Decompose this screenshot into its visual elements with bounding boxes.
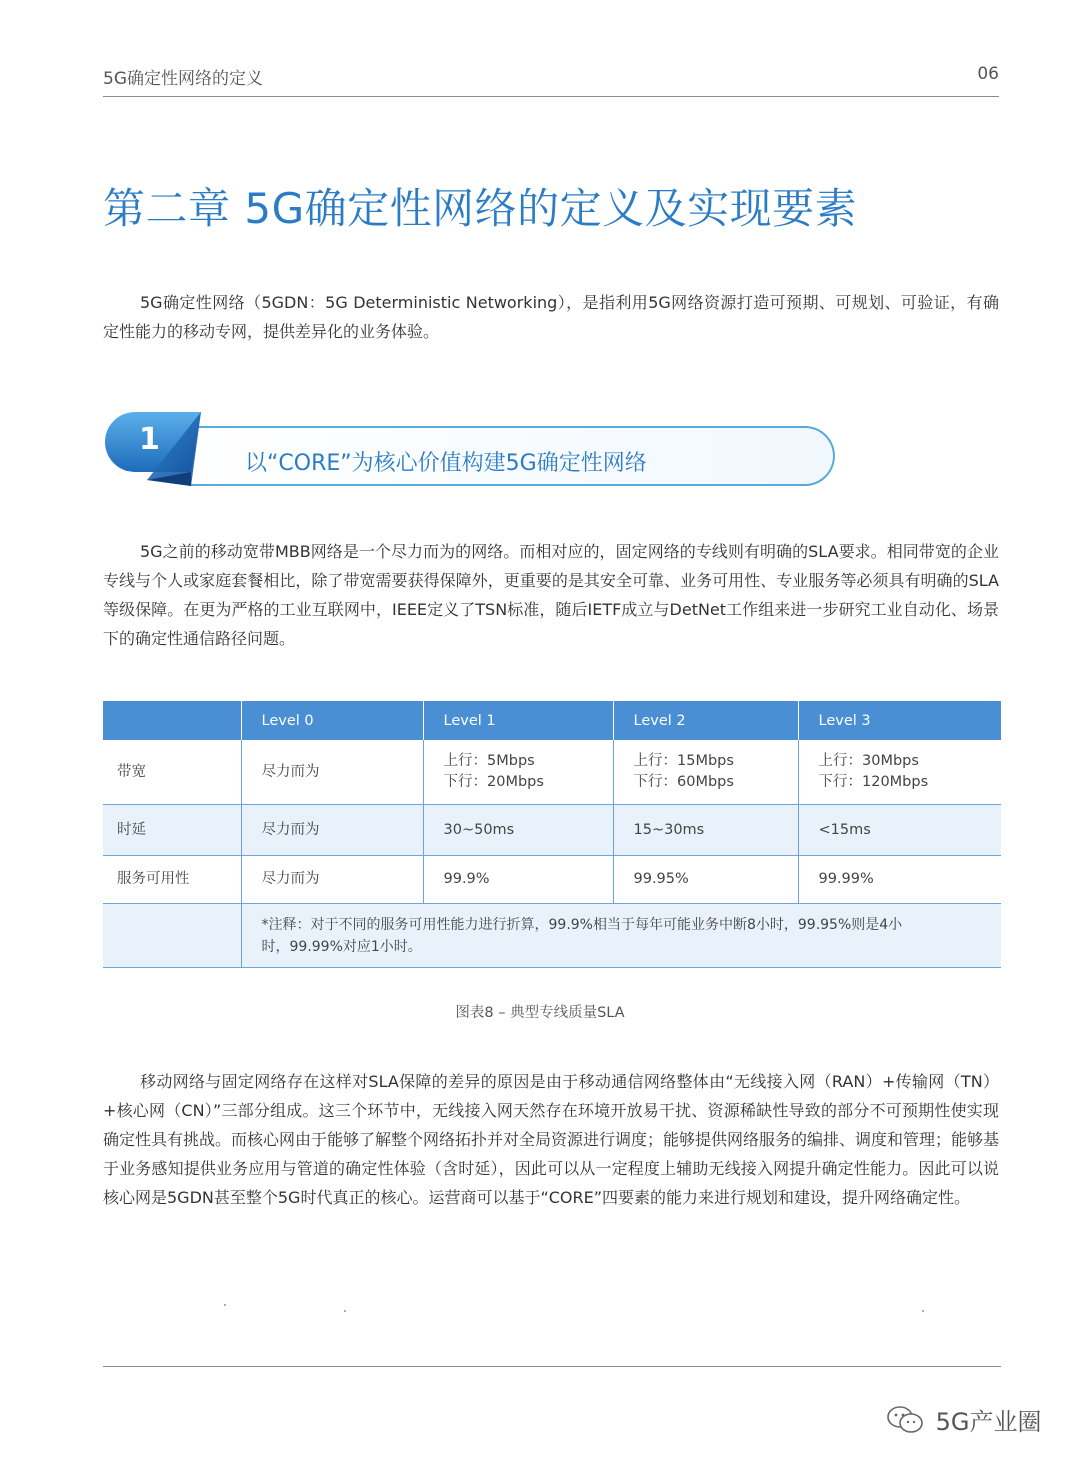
download-value: 下行：20Mbps [443,774,544,790]
table-header-cell [103,701,241,740]
table-cell: 尽力而为 [241,740,423,805]
chapter-title: 第二章 5G确定性网络的定义及实现要素 [103,184,858,233]
section-title: 以“CORE”为核心价值构建5G确定性网络 [245,451,647,476]
table-note: *注释：对于不同的服务可用性能力进行折算，99.9%相当于每年可能业务中断8小时，99.95%则是4小时，99.99%对应1小时。 [241,904,1001,968]
table-row [103,856,1001,904]
table-header-row [103,701,1001,740]
watermark-text: 5G产业圈 [935,1408,1042,1436]
table-cell: 99.9% [423,856,613,904]
table-header-cell: Level 1 [423,701,613,740]
table-cell [613,740,798,805]
table-row [103,740,1001,805]
table-cell: <15ms [798,805,1001,856]
table-cell [103,904,241,968]
table-row [103,805,1001,856]
row-label: 带宽 [103,740,241,805]
section-banner [103,410,743,492]
speck [344,1310,346,1312]
download-value: 下行：120Mbps [818,774,929,790]
table-header-cell: Level 3 [798,701,1001,740]
table-cell: 15~30ms [613,805,798,856]
table-cell: 尽力而为 [241,856,423,904]
table-cell [798,740,1001,805]
page-header [103,62,999,97]
upload-value: 上行：15Mbps [633,753,734,769]
table-cell: 30~50ms [423,805,613,856]
table-note-row [103,904,1001,968]
download-value: 下行：60Mbps [633,774,734,790]
upload-value: 上行：5Mbps [443,753,535,769]
figure-caption: 图表8 – 典型专线质量SLA [455,1005,625,1021]
body-paragraph: 5G之前的移动宽带MBB网络是一个尽力而为的网络。而相对应的，固定网络的专线则有明确的SLA要求。相同带宽的企业专线与个人或家庭套餐相比，除了带宽需要获得保障外，更重要的是其安全可靠、业务可用性、专业服务等必须具有明确的SLA等级保障。在更为严格的工业互联网中，IEEE定义了TSN标准，随后IETF成立与DetNet工作组来进一步研究工业自动化、场景下的确定性通信路径问题。 [103,542,999,648]
body-paragraph: 移动网络与固定网络存在这样对SLA保障的差异的原因是由于移动通信网络整体由“无线接入网（RAN）+传输网（TN）+核心网（CN）”三部分组成。这三个环节中，无线接入网天然存在环境开放易干扰、资源稀缺性导致的部分不可预期性使实现确定性具有挑战。而核心网由于能够了解整个网络拓扑并对全局资源进行调度；能够提供网络服务的编排、调度和管理；能够基于业务感知提供业务应用与管道的确定性体验（含时延），因此可以从一定程度上辅助无线接入网提升确定性能力。因此可以说核心网是5GDN甚至整个5G时代真正的核心。运营商可以基于“CORE”四要素的能力来进行规划和建设，提升网络确定性。 [103,1072,1000,1207]
table-cell: 99.99% [798,856,1001,904]
page-number: 06 [977,64,999,84]
section-number: 1 [139,422,160,457]
table-cell [423,740,613,805]
row-label: 服务可用性 [103,856,241,904]
table-header-cell: Level 2 [613,701,798,740]
footer-divider [103,1366,1001,1367]
speck [922,1310,924,1312]
intro-paragraph: 5G确定性网络（5GDN：5G Deterministic Networking），是指利用5G网络资源打造可预期、可规划、可验证，有确定性能力的移动专网，提供差异化的业务体验。 [103,293,999,341]
watermark [886,1402,1042,1436]
upload-value: 上行：30Mbps [818,753,919,769]
table-cell: 99.95% [613,856,798,904]
table-header-cell: Level 0 [241,701,423,740]
speck [224,1304,226,1306]
wechat-icon [886,1405,924,1435]
header-title: 5G确定性网络的定义 [103,69,263,89]
banner-ribbon-icon [103,410,233,490]
sla-table [103,701,1001,968]
table-cell: 尽力而为 [241,805,423,856]
row-label: 时延 [103,805,241,856]
